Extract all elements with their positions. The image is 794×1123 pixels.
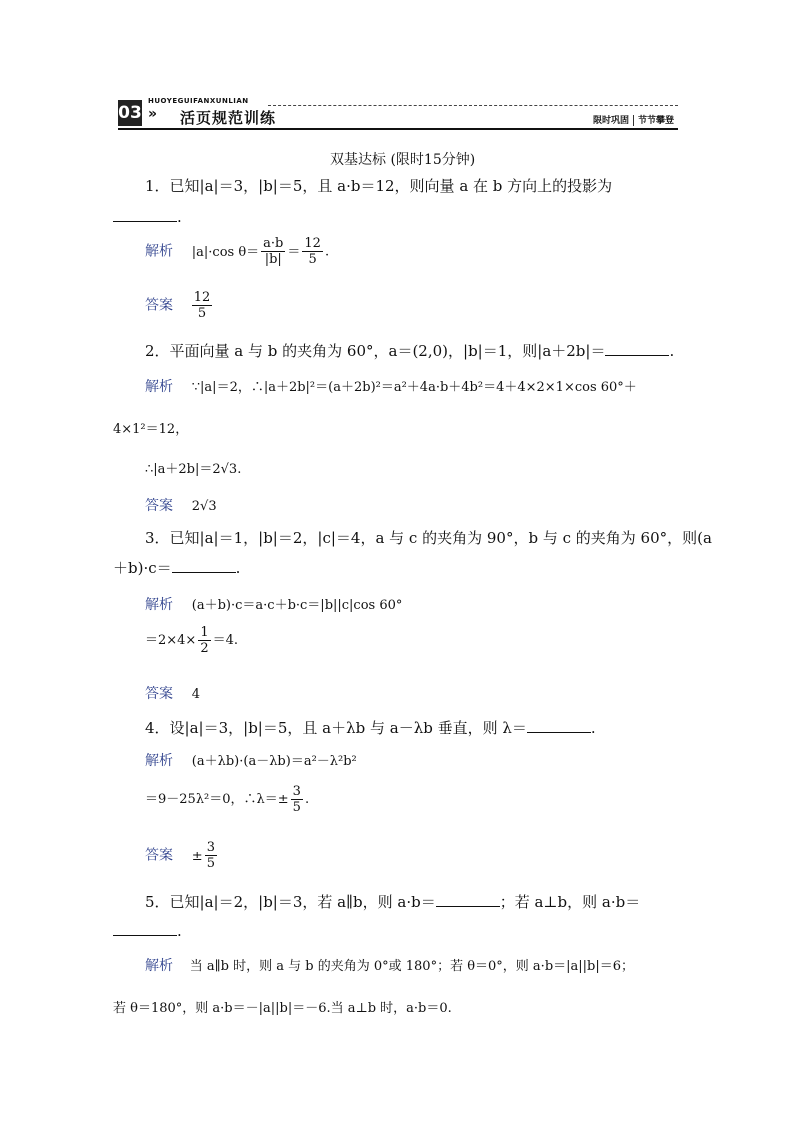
q5-stem-text-b: ；若 a⊥b，则 a·b＝ <box>499 893 641 911</box>
q2-answer-value: 2√3 <box>191 499 217 514</box>
q3-stem-line-1: 3．已知|a|＝1，|b|＝2，|c|＝4，a 与 c 的夹角为 90°，b 与 c 的夹角为 60°，则(a <box>145 529 712 547</box>
answer-label: 答案 <box>145 498 173 514</box>
q3-answer-blank <box>172 558 236 573</box>
q1-answer-denominator: 5 <box>192 305 213 321</box>
q4-analysis-post: . <box>304 792 310 807</box>
q1-frac1-numerator: a·b <box>263 236 284 251</box>
q3-frac-denominator: 2 <box>200 641 209 656</box>
q1-tail: . <box>177 208 182 226</box>
q4-tail: . <box>590 719 596 737</box>
q1-analysis-tail: . <box>324 244 330 260</box>
header-title: 活页规范训练 <box>180 109 277 127</box>
q1-frac1-denominator: |b| <box>261 251 285 267</box>
q3-answer-value: 4 <box>191 687 201 702</box>
q1-analysis-lhs: |a|·cos θ＝ <box>191 244 260 260</box>
q1-analysis-fraction-2 <box>302 236 323 267</box>
header-tag-right: 节节攀登 <box>637 116 674 126</box>
q2-tail: . <box>669 342 675 360</box>
q3-answer <box>145 683 200 703</box>
q4-answer-numerator: 3 <box>206 840 215 855</box>
q2-analysis-text-1: ∵|a|＝2，∴|a＋2b|²＝(a＋2b)²＝a²＋4a·b＋4b²＝4＋4×2×1×cos 60°＋ <box>191 380 637 395</box>
q3-frac-numerator: 1 <box>200 625 209 640</box>
header-dashed-rule <box>268 105 678 106</box>
q5-stem-line-2 <box>113 921 182 940</box>
analysis-label: 解析 <box>145 753 173 769</box>
q5-analysis-text-1: 当 a∥b 时，则 a 与 b 的夹角为 0°或 180°；若 θ＝0°，则 a·b＝|a||b|＝6； <box>189 959 635 974</box>
q4-analysis-line-2 <box>145 784 309 815</box>
q4-frac-denominator: 5 <box>292 800 301 815</box>
analysis-label: 解析 <box>145 597 173 613</box>
answer-label: 答案 <box>145 686 173 702</box>
q2-analysis-line-3: ∴|a＋2b|＝2√3. <box>145 462 242 477</box>
answer-label: 答案 <box>145 297 173 314</box>
q4-analysis-text-1: (a＋λb)·(a－λb)＝a²－λ²b² <box>191 754 357 769</box>
section-title: 双基达标 (限时15分钟) <box>330 152 476 168</box>
q1-analysis <box>145 236 329 267</box>
q2-answer-blank <box>605 341 669 356</box>
answer-label: 答案 <box>145 847 173 864</box>
analysis-label: 解析 <box>145 958 173 974</box>
q5-answer-blank-1 <box>436 892 500 907</box>
q2-stem-text: 2．平面向量 a 与 b 的夹角为 60°，a＝(2,0)，|b|＝1，则|a＋2b|＝ <box>145 342 606 360</box>
q4-answer-denominator: 5 <box>206 856 215 871</box>
q4-answer-sign: ± <box>191 848 203 864</box>
q3-analysis-text-1: (a＋b)·c＝a·c＋b·c＝|b||c|cos 60° <box>191 598 403 613</box>
q1-stem: 1．已知|a|＝3，|b|＝5，且 a·b＝12，则向量 a 在 b 方向上的投影为 <box>145 177 613 195</box>
q1-answer-fraction <box>192 290 213 321</box>
q3-analysis-line-2 <box>145 625 238 656</box>
q5-answer-blank-2 <box>113 921 177 936</box>
q4-analysis-line-1 <box>145 750 357 770</box>
q1-frac2-numerator: 12 <box>304 236 321 251</box>
q5-analysis-line-2: 若 θ＝180°，则 a·b＝－|a||b|＝－6.当 a⊥b 时，a·b＝0. <box>113 1001 452 1016</box>
header-right-tags <box>593 113 674 126</box>
q3-stem-text-2: ＋b)·c＝ <box>113 559 172 577</box>
q5-stem-line-1 <box>145 891 640 912</box>
chevron-icon: » <box>148 106 158 122</box>
q1-blank-line <box>113 207 182 226</box>
analysis-label: 解析 <box>145 379 173 395</box>
page-header <box>118 96 678 130</box>
q3-analysis-pre: ＝2×4× <box>145 633 197 648</box>
q5-analysis-line-1 <box>145 955 634 975</box>
q4-analysis-pre: ＝9－25λ²＝0，∴λ＝± <box>145 792 289 807</box>
chapter-number-badge: 03 <box>118 100 142 126</box>
q4-answer-fraction <box>205 840 217 871</box>
q3-analysis-line-1 <box>145 594 402 614</box>
q5-stem-text-a: 5．已知|a|＝2，|b|＝3，若 a∥b，则 a·b＝ <box>145 893 436 911</box>
header-pinyin: HUOYEGUIFANXUNLIAN <box>148 97 249 105</box>
q2-stem <box>145 340 674 361</box>
q1-analysis-eq: ＝ <box>287 244 301 260</box>
q2-answer <box>145 495 217 515</box>
analysis-label: 解析 <box>145 243 173 260</box>
q4-frac-numerator: 3 <box>292 784 301 799</box>
q4-answer <box>145 840 219 871</box>
q1-analysis-fraction-1 <box>261 236 285 267</box>
q5-tail: . <box>177 922 182 940</box>
header-tag-left: 限时巩固 <box>592 116 629 126</box>
q1-frac2-denominator: 5 <box>302 251 323 267</box>
q1-answer-numerator: 12 <box>193 290 211 305</box>
header-tag-divider <box>633 115 634 126</box>
q3-stem-line-2 <box>113 557 240 578</box>
q2-analysis-line-2: 4×1²＝12， <box>113 422 189 437</box>
q4-analysis-fraction <box>291 784 303 815</box>
q4-answer-blank <box>527 718 591 733</box>
q1-answer-blank <box>113 207 177 222</box>
q3-analysis-post: ＝4. <box>212 633 239 648</box>
q4-stem <box>145 717 596 738</box>
q2-analysis-line-1 <box>145 376 637 396</box>
q3-tail: . <box>235 559 241 577</box>
q1-answer <box>145 290 214 321</box>
header-bottom-rule <box>118 128 678 130</box>
q4-stem-text: 4．设|a|＝3，|b|＝5，且 a＋λb 与 a－λb 垂直，则 λ＝ <box>145 719 527 737</box>
q3-analysis-fraction <box>198 625 210 656</box>
